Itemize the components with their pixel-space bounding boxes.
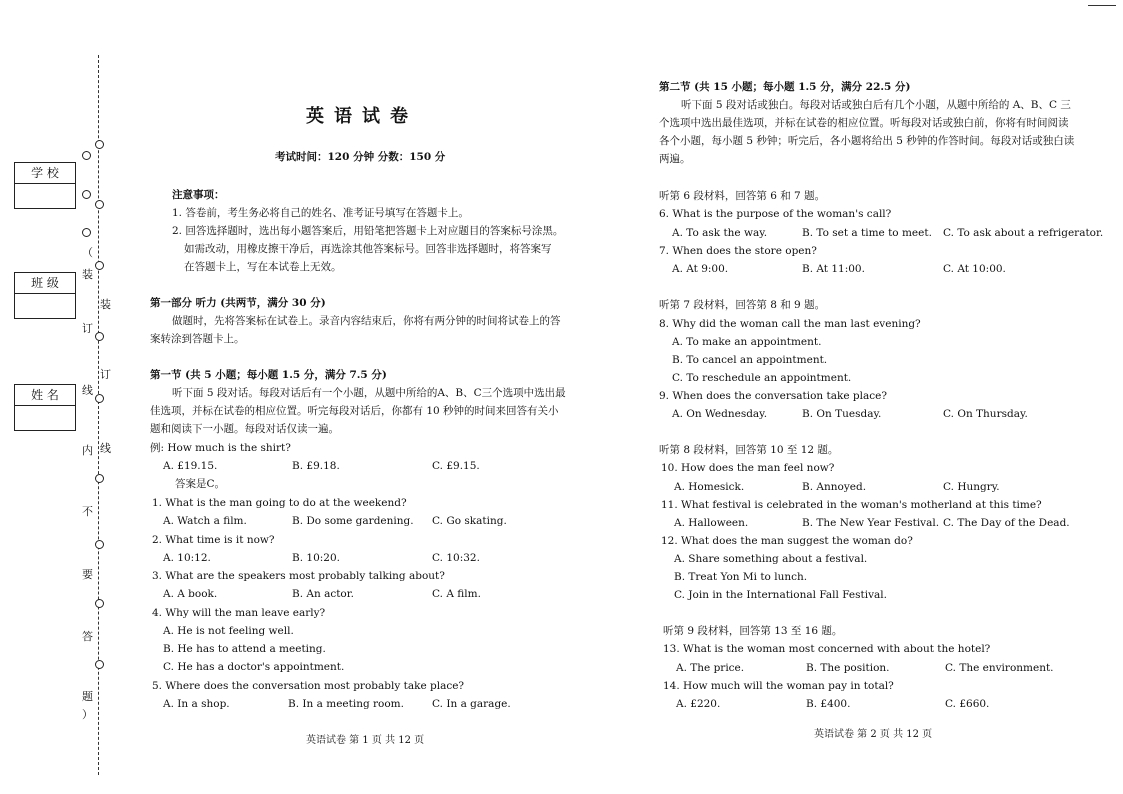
sec2-title: 第二节 (共 15 小题；每小题 1.5 分，满分 22.5 分)	[659, 81, 911, 93]
option: A. Share something about a festival.	[674, 553, 868, 565]
question: 10. How does the man feel now?	[661, 462, 835, 474]
question: 5. Where does the conversation most probably take place?	[152, 680, 465, 692]
sec1-desc: 听下面 5 段对话。每段对话后有一个小题，从题中所给的A、B、C三个选项中选出最	[172, 387, 566, 399]
option: B. 10:20.	[292, 552, 340, 564]
option: B. The position.	[806, 662, 890, 674]
hole-circle	[82, 190, 91, 199]
option: C. The Day of the Dead.	[943, 517, 1070, 529]
sec2-desc: 听下面 5 段对话或独白。每段对话或独白后有几个小题，从题中所给的 A、B、C 三	[681, 99, 1071, 111]
sec2-desc: 各个小题，每小题 5 秒钟；听完后，各小题将给出 5 秒钟的作答时间。每段对话或独白读	[659, 135, 1075, 147]
option: C. 10:32.	[432, 552, 480, 564]
option: C. On Thursday.	[943, 408, 1028, 420]
question: 9. When does the conversation take place?	[659, 390, 887, 402]
part1-desc: 案转涂到答题卡上。	[150, 333, 245, 345]
sec2-desc: 两遍。	[659, 153, 691, 165]
option: A. At 9:00.	[672, 263, 729, 275]
notice-line: 1. 答卷前，考生务必将自己的姓名、准考证号填写在答题卡上。	[172, 207, 469, 219]
question: 1. What is the man going to do at the weekend?	[152, 497, 407, 509]
option: A. Homesick.	[674, 481, 745, 493]
margin-char: 题	[82, 690, 93, 703]
hole-circle	[95, 140, 104, 149]
option: C. At 10:00.	[943, 263, 1006, 275]
option: B. On Tuesday.	[802, 408, 882, 420]
question: 6. What is the purpose of the woman's call?	[659, 208, 892, 220]
name-label: 姓 名	[15, 385, 75, 406]
example-question: 例: How much is the shirt?	[150, 442, 291, 454]
question: 12. What does the man suggest the woman do?	[661, 535, 913, 547]
hole-circle	[95, 540, 104, 549]
option: B. Annoyed.	[802, 481, 867, 493]
option: B. To cancel an appointment.	[672, 354, 828, 366]
option: B. To set a time to meet.	[802, 227, 932, 239]
material-heading: 听第 6 段材料，回答第 6 和 7 题。	[659, 190, 826, 202]
notice-title: 注意事项：	[172, 189, 225, 201]
option: A. £220.	[676, 698, 721, 710]
option: C. A film.	[432, 588, 481, 600]
option: B. He has to attend a meeting.	[163, 643, 326, 655]
material-heading: 听第 9 段材料，回答第 13 至 16 题。	[663, 625, 843, 637]
material-heading: 听第 8 段材料，回答第 10 至 12 题。	[659, 444, 839, 456]
hole-circle	[95, 261, 104, 270]
part1-title: 第一部分 听力 (共两节，满分 30 分)	[150, 297, 326, 309]
name-field[interactable]	[15, 406, 75, 430]
option: C. He has a doctor's appointment.	[163, 661, 345, 673]
question: 8. Why did the woman call the man last evening?	[659, 318, 921, 330]
option: B. At 11:00.	[802, 263, 865, 275]
option: A. 10:12.	[163, 552, 211, 564]
option: A. £19.15.	[163, 460, 218, 472]
question: 11. What festival is celebrated in the woman's motherland at this time?	[661, 499, 1042, 511]
option: C. To reschedule an appointment.	[672, 372, 852, 384]
school-field[interactable]	[15, 184, 75, 208]
margin-char: 装	[82, 268, 93, 281]
question: 13. What is the woman most concerned with about the hotel?	[663, 643, 991, 655]
part1-desc: 做题时，先将答案标在试卷上。录音内容结束后，你将有两分钟的时间将试卷上的答	[172, 315, 561, 327]
option: A. The price.	[676, 662, 745, 674]
question: 7. When does the store open?	[659, 245, 817, 257]
option: B. Treat Yon Mi to lunch.	[674, 571, 808, 583]
margin-char: （	[82, 246, 93, 259]
hole-circle	[82, 151, 91, 160]
option: C. £660.	[945, 698, 990, 710]
margin-char: 线	[82, 384, 93, 397]
option: C. The environment.	[945, 662, 1054, 674]
material-heading: 听第 7 段材料，回答第 8 和 9 题。	[659, 299, 826, 311]
exam-info: 考试时间：120 分钟 分数：150 分	[275, 151, 446, 163]
notice-line: 2. 回答选择题时，选出每小题答案后，用铅笔把答题卡上对应题目的答案标号涂黑。	[172, 225, 564, 237]
option: C. In a garage.	[432, 698, 511, 710]
option: A. In a shop.	[163, 698, 230, 710]
example-answer: 答案是C。	[175, 478, 226, 490]
option: B. In a meeting room.	[288, 698, 404, 710]
hole-circle	[95, 200, 104, 209]
option: A. To ask the way.	[672, 227, 768, 239]
option: C. Hungry.	[943, 481, 1000, 493]
school-box	[14, 162, 76, 209]
margin-char: 不	[82, 505, 93, 518]
question: 3. What are the speakers most probably talking about?	[152, 570, 445, 582]
hole-circle	[95, 599, 104, 608]
option: A. A book.	[163, 588, 218, 600]
class-label: 班 级	[15, 273, 75, 294]
margin-char: 答	[82, 630, 93, 643]
sec1-desc: 题和阅读下一小题。每段对话仅读一遍。	[150, 423, 339, 435]
margin-char: 要	[82, 568, 93, 581]
option: B. An actor.	[292, 588, 354, 600]
margin-char: 订	[82, 322, 93, 335]
margin-char: 订	[100, 368, 111, 381]
question: 14. How much will the woman pay in total?	[663, 680, 894, 692]
hole-circle	[95, 332, 104, 341]
hole-circle	[95, 660, 104, 669]
option: C. Go skating.	[432, 515, 507, 527]
option: B. £400.	[806, 698, 851, 710]
hole-circle	[95, 474, 104, 483]
option: C. £9.15.	[432, 460, 480, 472]
option: A. Halloween.	[674, 517, 749, 529]
question: 4. Why will the man leave early?	[152, 607, 326, 619]
margin-char: 线	[100, 442, 111, 455]
page-footer: 英语试卷 第 2 页 共 12 页	[814, 729, 933, 740]
sec2-desc: 个选项中选出最佳选项，并标在试卷的相应位置。听每段对话或独白前，你将有时间阅读	[659, 117, 1069, 129]
option: B. The New Year Festival.	[802, 517, 940, 529]
page-footer: 英语试卷 第 1 页 共 12 页	[306, 735, 425, 746]
question: 2. What time is it now?	[152, 534, 275, 546]
name-box	[14, 384, 76, 431]
margin-char: 装	[100, 298, 111, 311]
option: A. He is not feeling well.	[163, 625, 294, 637]
margin-char: 内	[82, 444, 93, 457]
sec1-desc: 佳选项，并标在试卷的相应位置。听完每段对话后，你都有 10 秒钟的时间来回答有关小	[150, 405, 559, 417]
option: C. Join in the International Fall Festival.	[674, 589, 887, 601]
notice-line: 如需改动，用橡皮擦干净后，再选涂其他答案标号。回答非选择题时，将答案写	[184, 243, 552, 255]
class-field[interactable]	[15, 294, 75, 318]
class-box	[14, 272, 76, 319]
option: B. £9.18.	[292, 460, 340, 472]
hole-circle	[82, 228, 91, 237]
option: A. To make an appointment.	[672, 336, 822, 348]
sec1-title: 第一节 (共 5 小题；每小题 1.5 分，满分 7.5 分)	[150, 369, 387, 381]
option: A. On Wednesday.	[672, 408, 768, 420]
option: C. To ask about a refrigerator.	[943, 227, 1104, 239]
option: A. Watch a film.	[163, 515, 247, 527]
school-label: 学 校	[15, 163, 75, 184]
hole-circle	[95, 394, 104, 403]
corner-mark	[1088, 5, 1116, 6]
notice-line: 在答题卡上，写在本试卷上无效。	[184, 261, 342, 273]
page-title: 英语试卷	[306, 106, 418, 127]
option: B. Do some gardening.	[292, 515, 414, 527]
margin-char: ）	[82, 708, 93, 721]
